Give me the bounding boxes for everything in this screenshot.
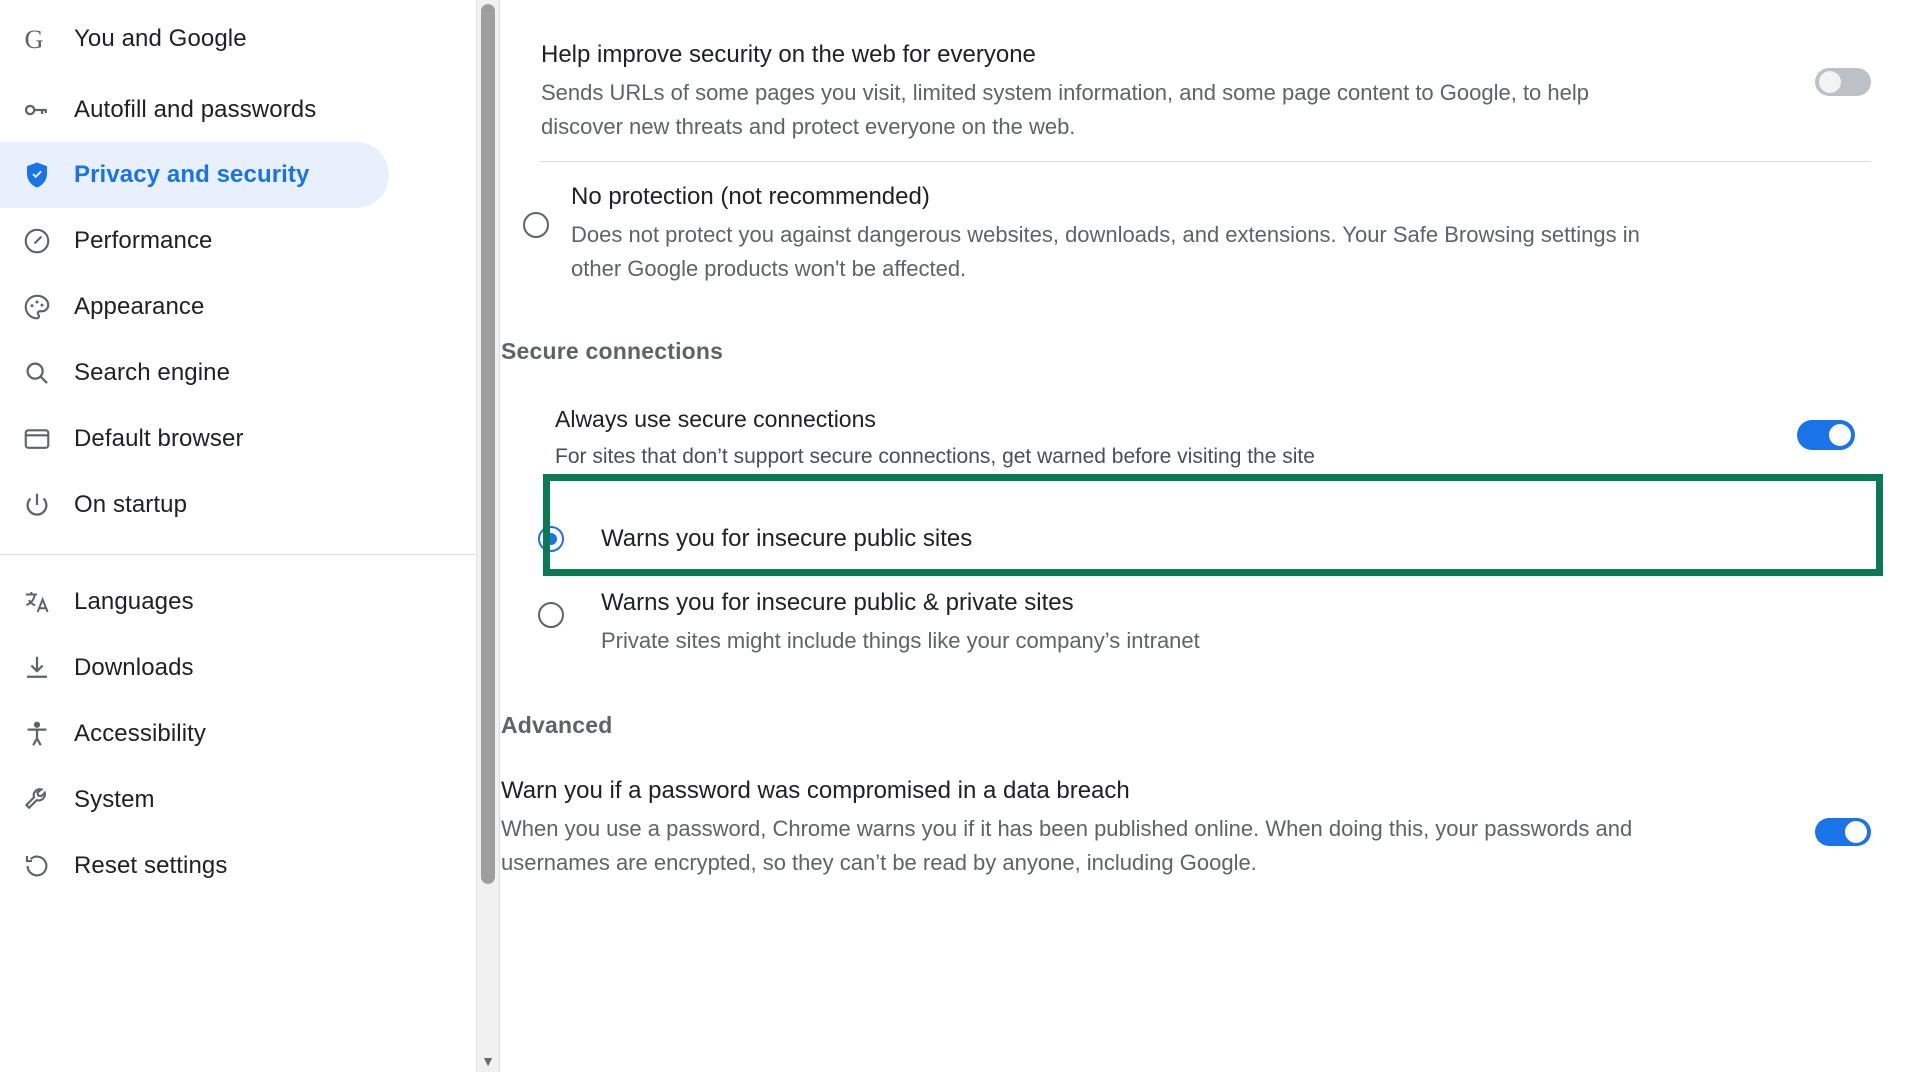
sidebar-item-system[interactable] [0, 767, 499, 833]
sidebar-item-label: Privacy and security [74, 161, 310, 188]
sidebar-divider [0, 554, 477, 555]
sidebar-item-reset-settings[interactable] [0, 833, 499, 899]
accessibility-icon [22, 719, 74, 749]
sidebar-item-on-startup[interactable] [0, 472, 499, 538]
sidebar-item-accessibility[interactable] [0, 701, 499, 767]
sidebar-item-label: On startup [74, 491, 188, 518]
advanced-heading: Advanced [501, 712, 613, 738]
help-improve-security-row[interactable] [541, 38, 1871, 144]
sidebar-item-you-and-google[interactable] [0, 0, 499, 78]
sidebar-item-label: Accessibility [74, 720, 206, 747]
download-icon [22, 653, 74, 683]
sidebar-scrollbar[interactable] [476, 0, 499, 1072]
speedometer-icon [22, 226, 74, 256]
no-protection-row[interactable] [501, 180, 1871, 286]
sidebar-item-label: Performance [74, 227, 213, 254]
password-breach-row[interactable] [501, 774, 1871, 880]
always-secure-connections-row[interactable] [555, 402, 1855, 474]
sidebar-scrollbar-thumb[interactable] [481, 4, 495, 884]
toggle-knob [1819, 71, 1841, 93]
sidebar-item-label: Languages [74, 588, 194, 615]
sidebar-item-label: You and Google [74, 25, 247, 52]
sidebar-item-label: Autofill and passwords [74, 96, 317, 123]
power-icon [22, 490, 74, 520]
sidebar-item-search-engine[interactable] [0, 340, 499, 406]
toggle-knob [1829, 424, 1851, 446]
password-breach-toggle[interactable] [1815, 818, 1871, 846]
sidebar-item-label: Search engine [74, 359, 231, 386]
password-breach-desc: When you use a password, Chrome warns you if it has been published online. When doing this, your passwords and usernames are encrypted, so they can’t be read by anyone, including Google. [501, 816, 1633, 875]
scroll-down-arrow-icon[interactable]: ▼ [481, 1053, 495, 1069]
sidebar-item-label: Downloads [74, 654, 194, 681]
svg-text:G: G [24, 24, 44, 54]
translate-icon [22, 587, 74, 617]
sidebar-item-label: Appearance [74, 293, 205, 320]
secure-option-public-private-desc: Private sites might include things like your company’s intranet [601, 628, 1200, 653]
sidebar-item-label: System [74, 786, 155, 813]
palette-icon [22, 292, 74, 322]
sidebar-item-default-browser[interactable] [0, 406, 499, 472]
secure-option-public-private-row[interactable] [501, 586, 1871, 658]
no-protection-desc: Does not protect you against dangerous websites, downloads, and extensions. Your Safe Browsing settings in other Google products won't be affected. [571, 222, 1640, 281]
sidebar-item-label: Default browser [74, 425, 244, 452]
google-g-icon [22, 24, 74, 54]
help-improve-security-title: Help improve security on the web for everyone [541, 41, 1036, 68]
wrench-icon [22, 785, 74, 815]
sidebar-item-appearance[interactable] [0, 274, 499, 340]
always-secure-connections-toggle[interactable] [1797, 420, 1855, 450]
sidebar-item-autofill-and-passwords[interactable] [0, 78, 499, 142]
browser-window-icon [22, 424, 74, 454]
always-secure-connections-title: Always use secure connections [555, 406, 876, 432]
magnifier-icon [22, 358, 74, 388]
restore-icon [22, 851, 74, 881]
sidebar-item-performance[interactable] [0, 208, 499, 274]
sidebar-item-privacy-and-security[interactable] [0, 142, 389, 208]
highlight-box [543, 474, 1883, 576]
sidebar-item-downloads[interactable] [0, 635, 499, 701]
help-improve-security-toggle[interactable] [1815, 68, 1871, 96]
always-secure-connections-desc: For sites that don’t support secure connections, get warned before visiting the site [555, 445, 1315, 468]
secure-connections-heading: Secure connections [501, 338, 724, 364]
shield-icon [22, 160, 74, 190]
password-breach-title: Warn you if a password was compromised in a data breach [501, 777, 1130, 804]
toggle-knob [1845, 821, 1867, 843]
secure-option-public-label: Warns you for insecure public sites [601, 525, 973, 552]
secure-option-public-private-label: Warns you for insecure public & private sites [601, 589, 1074, 616]
content-divider [539, 161, 1871, 162]
help-improve-security-desc: Sends URLs of some pages you visit, limited system information, and some page content to Google, to help discover new threats and protect everyone on the web. [541, 80, 1589, 139]
sidebar-item-languages[interactable] [0, 569, 499, 635]
secure-option-public-private-radio[interactable] [538, 602, 564, 628]
no-protection-radio[interactable] [523, 212, 549, 238]
sidebar-item-label: Reset settings [74, 852, 228, 879]
key-icon [22, 95, 74, 125]
no-protection-title: No protection (not recommended) [571, 183, 930, 210]
settings-sidebar [0, 0, 500, 1072]
